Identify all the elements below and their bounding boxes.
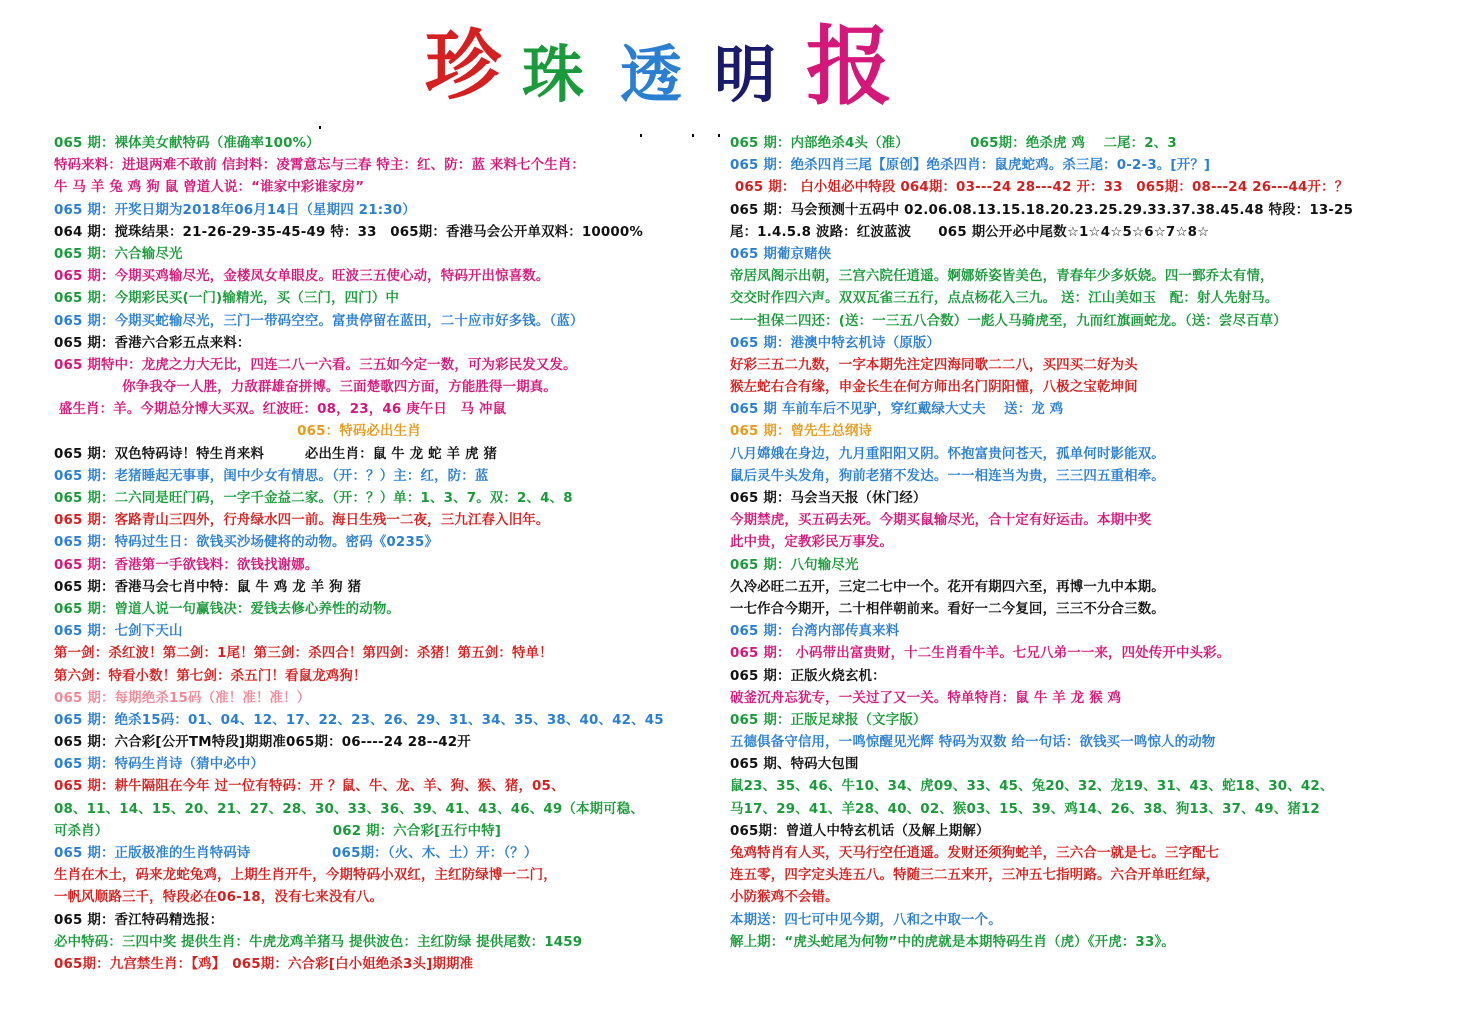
text-line: 生肖在木土，码来龙蛇兔鸡，上期生肖开牛，今期特码小双红，主红防绿博一二门，	[54, 868, 557, 884]
right-column	[730, 133, 1430, 954]
text-line: 兔鸡特肖有人买，天马行空任逍遥。发财还须狗蛇羊，三六合一就是七。三字配七	[730, 846, 1220, 861]
text-line: 破釜沉舟忘犹专，一关过了又一关。特单特肖：鼠 牛 羊 龙 猴 鸡	[730, 690, 1122, 706]
masthead-char-2: 珠	[522, 38, 585, 111]
text-line: 065 期：今期彩民买(一门)输精光，买（三门，四门）中	[54, 291, 400, 307]
text-line: 065 期 车前车后不见驴，穿红戴绿大丈夫 送：龙 鸡	[730, 402, 1064, 418]
text-line: 065 期：台湾内部传真来料	[730, 624, 900, 640]
text-line: 本期送：四七可中见今期，八和之中取一个。	[730, 912, 1002, 928]
text-line: 065 期：香江特码精选报：	[54, 912, 224, 928]
text-line: 065 期、特码大包围	[730, 757, 859, 773]
text-line: 065 期：港澳中特玄机诗（原版）	[730, 335, 941, 351]
text-line: 065 期：每期绝杀15码（准！准！准！）	[54, 690, 311, 706]
text-line: 065 期：六合输尽光	[54, 246, 183, 262]
text-line: 交交时作四六声。双双瓦雀三五行，点点杨花入三九。 送：江山美如玉 配：射人先射马。	[730, 291, 1279, 307]
text-line: 065 期特中：龙虎之力大无比，四连二八一六看。三五如今定一数，可为彩民发又发。	[54, 357, 577, 373]
masthead	[0, 16, 1457, 128]
text-line: 065 期：二六同是旺门码，一字千金益二家。（开：？）单：1、3、7。双：2、4、8	[54, 491, 573, 506]
text-line: 065 期：绝杀15码：01、04、12、17、22、23、26、29、31、34、35、38、40、42、45	[54, 712, 664, 728]
text-line: 马17、29、41、羊28、40、02、猴03、15、39、鸡14、26、38、狗13、37、49、猪12	[730, 801, 1320, 817]
text-line: 久冷必旺二五开，三定二七中一个。花开有期四六至，再博一九中本期。	[730, 579, 1165, 595]
text-line: 065 期：耕牛隔阻在今年 过一位有特码：开 ？鼠、牛、龙、羊、狗、猴、猪，05、	[54, 779, 565, 795]
text-line: 鼠后灵牛头发角，狗前老猪不发达。一一相连当为贵，三三四五重相牵。	[730, 468, 1165, 484]
text-line: 065 期：六合彩[公开TM特段]期期准065期：06----24 28--42开	[54, 735, 471, 751]
text-line: 065 期：曾道人说一句赢钱决：爱钱去修心养性的动物。	[54, 601, 400, 617]
text-line: 065 期：正版极准的生肖特码诗 065期：（火、木、土）开：（？）	[54, 846, 538, 861]
text-line: 065 期：特码过生日：欲钱买沙场健将的动物。密码《0235》	[54, 535, 439, 551]
text-line: 065期：九宫禁生肖：【鸡】 065期：六合彩[白小姐绝杀3头]期期准	[54, 956, 474, 972]
text-line: 五德俱备守信用，一鸣惊醒见光辉 特码为双数 给一句话：欲钱买一鸣惊人的动物	[730, 735, 1216, 751]
text-line: 065 期：香港第一手欲钱料：欲钱找谢娜。	[54, 557, 319, 573]
text-line: 特码来料：进退两难不敢前 信封料：凌霄意忘与三春 特主：红、防：蓝 来料七个生肖：	[54, 158, 586, 174]
text-line: 064 期：搅珠结果：21-26-29-35-45-49 特：33 065期：香港马会公开单双料：10000%	[54, 224, 644, 240]
text-line: 牛 马 羊 兔 鸡 狗 鼠 曾道人说：“谁家中彩谁家房”	[54, 180, 365, 196]
scan-dot	[718, 134, 720, 137]
text-line: 065 期：客路青山三四外，行舟绿水四一前。海日生残一二夜，三九江春入旧年。	[54, 513, 550, 529]
text-line: 好彩三五二九数，一字本期先注定四海同歌二二八，买四买二好为头	[730, 357, 1138, 373]
text-line: 065 期：正版足球报（文字版）	[730, 712, 927, 728]
text-line: 065期：曾道人中特玄机话（及解上期解）	[730, 823, 990, 839]
text-line: 065 期：特码生肖诗（猜中必中）	[54, 757, 265, 773]
masthead-char-5: 报	[806, 16, 892, 117]
text-line: 065 期： 小码带出富贵财，十二生肖看牛羊。七兄八弟一一来，四处传开中头彩。	[730, 646, 1231, 662]
text-line: 065 期：七剑下天山	[54, 624, 183, 640]
text-line: 065 期葡京赌侠	[730, 246, 832, 262]
text-line: 一七作合今期开，二十相伴朝前来。看好一二今复回，三三不分合三数。	[730, 601, 1165, 617]
left-column	[54, 133, 714, 976]
text-line: 你争我夺一人胜，力敌群雄奋拼博。三面楚歌四方面，方能胜得一期真。	[54, 380, 557, 396]
text-line: 小防猴鸡不会错。	[730, 890, 839, 906]
scan-dot	[319, 126, 321, 129]
text-line: 065 期：八句输尽光	[730, 557, 859, 573]
text-line: 猴左蛇右合有缘，申金长生在何方师出名门阴阳懂，八极之宝乾坤间	[730, 380, 1138, 396]
text-line: 盛生肖：羊。今期总分博大买双。红波旺：08，23，46 庚午日 马 冲鼠	[54, 402, 507, 418]
text-line: 065：特码必出生肖	[54, 424, 421, 440]
text-line: 065 期：内部绝杀4头（准） 065期：绝杀虎 鸡 二尾：2、3	[730, 136, 1177, 151]
text-line: 065 期：裸体美女献特码（准确率100%）	[54, 136, 320, 151]
text-line: 065 期：今期买蛇输尽光，三门一带码空空。富贵停留在蓝田，二十应市好多钱。（蓝）	[54, 313, 584, 329]
text-line: 解上期：“虎头蛇尾为何物”中的虎就是本期特码生肖（虎）《开虎：33》。	[730, 934, 1175, 950]
text-line: 此中贵，定教彩民万事发。	[730, 535, 894, 551]
text-line: 065 期：马会预测十五码中 02.06.08.13.15.18.20.23.25.29.33.37.38.45.48 特段：13-25	[730, 202, 1354, 218]
text-line: 第六剑：特看小数！第七剑：杀五门！看鼠龙鸡狗！	[54, 668, 367, 684]
text-line: 08、11、14、15、20、21、27、28、30、33、36、39、41、43、46、49（本期可稳、	[54, 801, 644, 817]
masthead-char-3: 透	[620, 38, 683, 111]
text-line: 必中特码：三四中奖 提供生肖：牛虎龙鸡羊猪马 提供波色：主红防绿 提供尾数：1459	[54, 934, 583, 950]
text-line: 065 期：双色特码诗！特生肖来料 必出生肖：鼠 牛 龙 蛇 羊 虎 猪	[54, 446, 498, 462]
text-line: 065 期：香港马会七肖中特：鼠 牛 鸡 龙 羊 狗 猪	[54, 579, 362, 595]
text-line: 鼠23、35、46、牛10、34、虎09、33、45、兔20、32、龙19、31、43、蛇18、30、42、	[730, 779, 1334, 795]
text-line: 065 期：绝杀四肖三尾【原创】绝杀四肖：鼠虎蛇鸡。杀三尾：0-2-3。[开？]	[730, 158, 1211, 174]
masthead-char-1: 珍	[425, 21, 501, 110]
text-line: 一帆风顺路三千，特段必在06-18，没有七来没有八。	[54, 890, 384, 906]
text-line: 可杀肖） 062 期：六合彩[五行中特]	[54, 823, 502, 839]
text-line: 连五零，四字定头连五八。特随三二五来开，三冲五七指明路。六合开单旺红绿，	[730, 868, 1220, 884]
text-line: 065 期：正版火烧玄机：	[730, 668, 886, 684]
text-line: 065 期：老猪睡起无事事，闺中少女有情思。（开：？）主：红，防：蓝	[54, 468, 489, 484]
masthead-char-4: 明	[714, 38, 777, 111]
text-line: 065 期： 白小姐必中特段 064期：03---24 28---42 开：33 065期：08---24 26---44开：？	[730, 180, 1349, 196]
text-line: 065 期：香港六合彩五点来料：	[54, 335, 251, 351]
text-line: 今期禁虎，买五码去死。今期买鼠输尽光，合十定有好运击。本期中奖	[730, 513, 1152, 529]
text-line: 第一剑：杀红波！第二剑：1尾！第三剑：杀四合！第四剑：杀猪！第五剑：特单！	[54, 646, 553, 662]
text-line: 065 期：今期买鸡输尽光，金楼凤女单眼皮。旺波三五使心动，特码开出惊喜数。	[54, 269, 550, 285]
text-line: 帝居凤阁示出朝，三宫六院任逍遥。婀娜娇姿皆美色，青春年少多妖娆。四一鄄乔太有情，	[730, 269, 1274, 285]
text-line: 065 期：曾先生总纲诗	[730, 424, 873, 440]
text-line: 八月嫦娥在身边，九月重阳阳又阴。怀抱富贵问苍天，孤单何时影能双。	[730, 446, 1165, 462]
text-line: 065 期：开奖日期为2018年06月14日（星期四 21:30）	[54, 202, 416, 218]
text-line: 尾：1.4.5.8 波路：红波蓝波 065 期公开必中尾数☆1☆4☆5☆6☆7☆8☆	[730, 224, 1210, 240]
text-line: 一一担保二四还：(送：一三五八合数）一彪人马骑虎至，九而红旗画蛇龙。（送：尝尽百草）	[730, 313, 1287, 329]
text-line: 065 期：马会当天报（休门经）	[730, 491, 927, 506]
